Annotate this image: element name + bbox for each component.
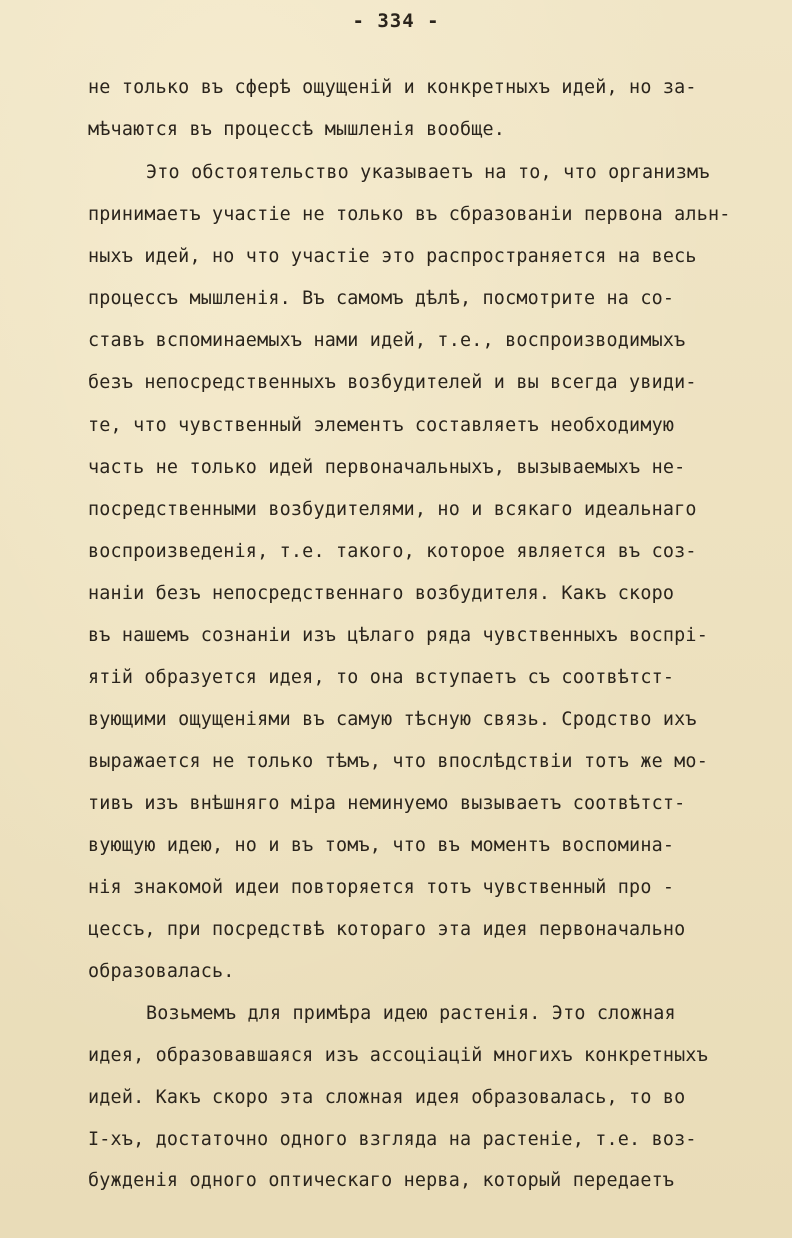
text-line: ятій образуется идея, то она вступаетъ съ соотвѣтст- — [88, 667, 675, 688]
text-line: безъ непосредственныхъ возбудителей и вы всегда увиди- — [88, 372, 697, 393]
text-line: принимаетъ участіе не только въ сбразованіи первона альн- — [88, 204, 731, 225]
text-line: идея, образовавшаяся изъ ассоціацій многихъ конкретныхъ — [88, 1045, 708, 1066]
text-line: ныхъ идей, но что участіе это распространяется на весь — [88, 246, 697, 267]
text-line: воспроизведенія, т.е. такого, которое является въ соз- — [88, 541, 697, 562]
text-line: бужденія одного оптическаго нерва, который передаетъ — [88, 1170, 675, 1191]
text-line: вующими ощущеніями въ самую тѣсную связь. Сродство ихъ — [88, 709, 697, 730]
text-line: те, что чувственный элементъ составляетъ необходимую — [88, 415, 675, 436]
text-line: цессъ, при посредствѣ котораго эта идея первоначально — [88, 919, 686, 940]
text-line: въ нашемъ сознаніи изъ цѣлаго ряда чувственныхъ воспрі- — [88, 625, 708, 646]
text-line: не только въ сферѣ ощущеній и конкретныхъ идей, но за- — [88, 77, 697, 98]
page-number: - 334 - — [352, 10, 440, 32]
text-line: образовалась. — [88, 961, 235, 982]
text-line: часть не только идей первоначальныхъ, вызываемыхъ не- — [88, 457, 686, 478]
text-line: I-хъ, достаточно одного взгляда на растеніе, т.е. воз- — [88, 1129, 697, 1150]
text-line: мѣчаются въ процессѣ мышленія вообще. — [88, 119, 506, 140]
text-line: вующую идею, но и въ томъ, что въ моментъ воспомина- — [88, 835, 675, 856]
text-line: Возьмемъ для примѣра идею растенія. Это сложная — [146, 1003, 676, 1024]
text-line: тивъ изъ внѣшняго міра неминуемо вызываетъ соотвѣтст- — [88, 793, 686, 814]
text-line: наніи безъ непосредственнаго возбудителя. Какъ скоро — [88, 583, 675, 604]
text-line: идей. Какъ скоро эта сложная идея образовалась, то во — [88, 1087, 686, 1108]
text-line: ставъ вспоминаемыхъ нами идей, т.е., воспроизводимыхъ — [88, 330, 686, 351]
text-line: процессъ мышленія. Въ самомъ дѣлѣ, посмотрите на со- — [88, 288, 675, 309]
text-line: посредственными возбудителями, но и всякаго идеальнаго — [88, 499, 697, 520]
text-line: выражается не только тѣмъ, что впослѣдствіи тотъ же мо- — [88, 751, 708, 772]
text-line: нія знакомой идеи повторяется тотъ чувственный про - — [88, 877, 675, 898]
text-line: Это обстоятельство указываетъ на то, что организмъ — [146, 162, 710, 183]
